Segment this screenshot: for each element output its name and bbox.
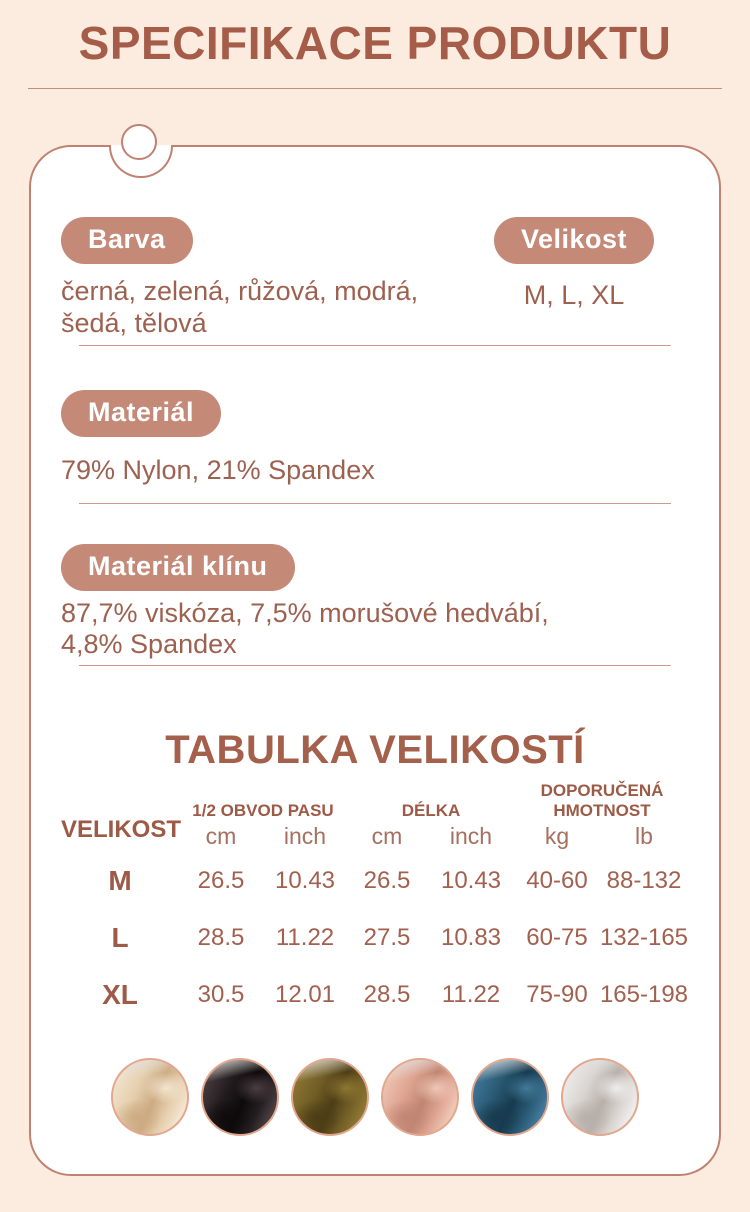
material-values: 79% Nylon, 21% Spandex <box>61 455 375 486</box>
color-values-line1: černá, zelená, růžová, modrá, <box>61 276 419 306</box>
table-row-size: L <box>111 922 129 954</box>
section-size <box>459 217 689 339</box>
table-cell: 26.5 <box>197 867 245 895</box>
table-cell: 165-198 <box>599 981 689 1009</box>
table-row-size: M <box>108 865 132 897</box>
unit-header-inch: inch <box>449 823 493 850</box>
table-cell: 30.5 <box>197 981 245 1009</box>
swatch-seda-image <box>561 1058 639 1136</box>
color-badge: Barva <box>61 217 193 264</box>
table-cell: 11.22 <box>441 981 501 1009</box>
table-cell: 10.83 <box>440 924 502 952</box>
size-table-title: TABULKA VELIKOSTÍ <box>165 727 585 772</box>
size-table <box>61 780 689 1024</box>
size-values: M, L, XL <box>523 280 625 310</box>
column-group-waist: 1/2 OBVOD PASU <box>192 800 334 820</box>
column-group-length: DÉLKA <box>401 800 461 820</box>
gusset-values-line2: 4,8% Spandex <box>61 629 237 660</box>
section-divider <box>79 503 671 504</box>
unit-header-cm: cm <box>205 823 237 850</box>
color-swatch-row <box>61 1058 689 1136</box>
table-cell: 12.01 <box>274 981 336 1009</box>
column-header-size: VELIKOST <box>61 815 182 843</box>
swatch-ruzova-image <box>381 1058 459 1136</box>
title-divider <box>28 88 722 89</box>
unit-header-cm: cm <box>371 823 403 850</box>
table-cell: 27.5 <box>363 924 411 952</box>
table-cell: 75-90 <box>526 981 588 1009</box>
color-values-line2: šedá, tělová <box>61 307 207 338</box>
table-row-size: XL <box>102 979 138 1011</box>
section-gusset-material <box>61 544 689 661</box>
unit-header-lb: lb <box>635 823 653 850</box>
color-values <box>61 276 459 339</box>
page-title: SPECIFIKACE PRODUKTU <box>78 17 672 69</box>
swatch-zelena-image <box>291 1058 369 1136</box>
section-color-size <box>61 217 689 339</box>
column-group-weight: DOPORUČENÁ HMOTNOST <box>540 780 664 820</box>
unit-header-kg: kg <box>544 823 570 850</box>
section-divider <box>79 665 671 666</box>
table-cell: 28.5 <box>363 981 411 1009</box>
unit-header-inch: inch <box>283 823 327 850</box>
section-divider <box>79 345 671 346</box>
gusset-material-values <box>61 598 689 661</box>
swatch-telova-image <box>111 1058 189 1136</box>
table-cell: 60-75 <box>526 924 588 952</box>
table-cell: 28.5 <box>197 924 245 952</box>
material-badge: Materiál <box>61 390 221 437</box>
table-cell: 88-132 <box>606 867 682 895</box>
gusset-material-badge: Materiál klínu <box>61 544 295 591</box>
table-cell: 40-60 <box>526 867 588 895</box>
swatch-cerna-image <box>201 1058 279 1136</box>
section-color <box>61 217 459 339</box>
section-material <box>61 390 689 487</box>
hang-tag-hole-icon <box>121 124 157 160</box>
table-cell: 132-165 <box>599 924 689 952</box>
table-cell: 10.43 <box>274 867 336 895</box>
table-cell: 11.22 <box>275 924 335 952</box>
swatch-modra-image <box>471 1058 549 1136</box>
spec-card <box>29 145 721 1176</box>
table-cell: 26.5 <box>363 867 411 895</box>
size-badge: Velikost <box>494 217 654 264</box>
gusset-values-line1: 87,7% viskóza, 7,5% morušové hedvábí, <box>61 597 549 628</box>
table-cell: 10.43 <box>440 867 502 895</box>
